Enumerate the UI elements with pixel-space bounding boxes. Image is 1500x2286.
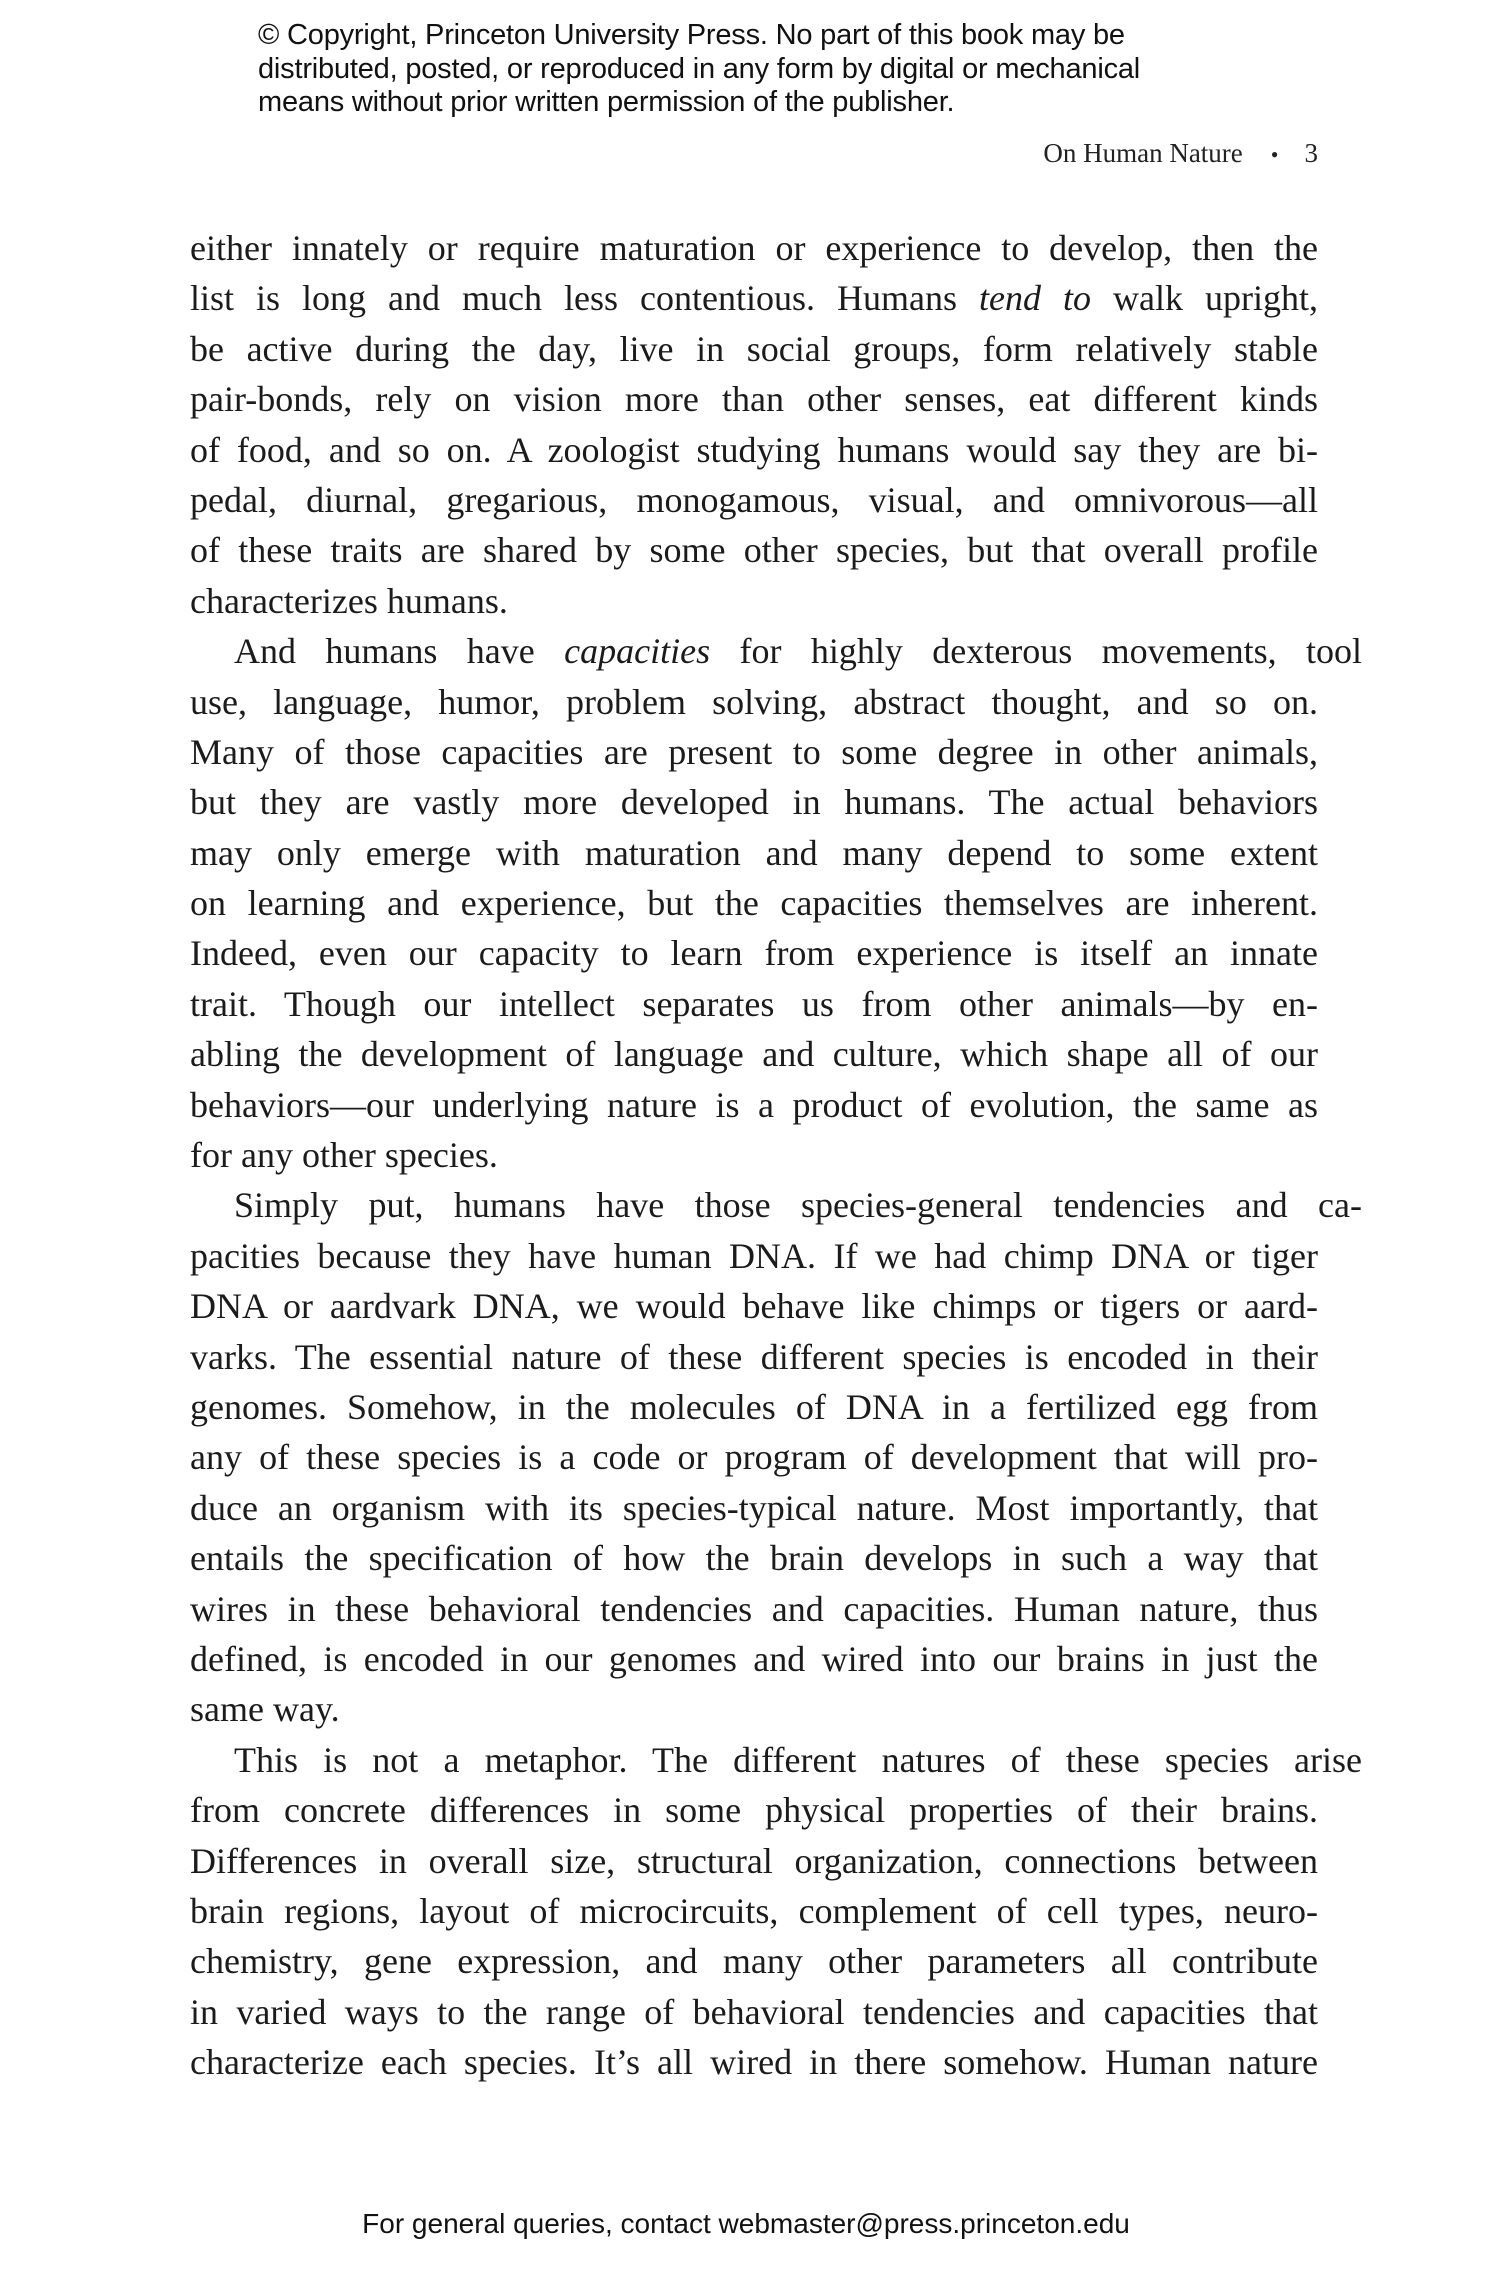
text-run: Simply put, humans have those species-general tendencies and ca- xyxy=(234,1185,1362,1226)
text-line xyxy=(190,677,1318,727)
copyright-notice xyxy=(258,19,1258,120)
text-run: use, language, humor, problem solving, abstract thought, and so on. xyxy=(190,681,1318,722)
text-run: any of these species is a code or program of development that will pro- xyxy=(190,1437,1318,1478)
text-line xyxy=(190,576,1318,626)
chapter-title: On Human Nature xyxy=(1043,138,1243,168)
text-line xyxy=(190,223,1318,273)
text-run: brain regions, layout of microcircuits, complement of cell types, neuro- xyxy=(190,1890,1318,1931)
text-run: behaviors—our underlying nature is a product of evolution, the same as xyxy=(190,1084,1318,1125)
text-run: entails the specification of how the brain develops in such a way that xyxy=(190,1538,1318,1579)
text-run: on learning and experience, but the capacities themselves are inherent. xyxy=(190,883,1318,924)
text-run: wires in these behavioral tendencies and capacities. Human nature, thus xyxy=(190,1588,1318,1629)
text-line xyxy=(190,1634,1318,1684)
text-run: defined, is encoded in our genomes and wired into our brains in just the xyxy=(190,1638,1318,1679)
text-line xyxy=(190,525,1318,575)
text-line xyxy=(190,1836,1318,1886)
text-line xyxy=(190,828,1318,878)
text-line xyxy=(190,425,1318,475)
text-line xyxy=(190,1080,1318,1130)
italic-emphasis: capacities xyxy=(564,631,711,672)
bullet-separator-icon: • xyxy=(1270,142,1279,167)
text-run: for any other species. xyxy=(190,1135,498,1176)
text-run: And humans have xyxy=(234,631,565,672)
text-run: of these traits are shared by some other species, but that overall profile xyxy=(190,530,1318,571)
text-run: from concrete differences in some physical properties of their brains. xyxy=(190,1790,1318,1831)
text-run: chemistry, gene expression, and many other parameters all contribute xyxy=(190,1941,1318,1982)
text-run: either innately or require maturation or experience to develop, then the xyxy=(190,228,1318,268)
paragraph xyxy=(190,626,1362,1180)
text-run: Differences in overall size, structural organization, connections between xyxy=(190,1840,1318,1881)
text-run: Indeed, even our capacity to learn from experience is itself an innate xyxy=(190,933,1318,974)
paragraph xyxy=(190,1735,1362,2088)
text-run: be active during the day, live in social groups, form relatively stable xyxy=(190,328,1318,369)
running-head xyxy=(1043,133,1318,175)
body-text xyxy=(190,223,1362,2087)
text-run: but they are vastly more developed in humans. The actual behaviors xyxy=(190,782,1318,823)
text-line xyxy=(190,1785,1318,1835)
text-line xyxy=(190,475,1318,525)
text-run: in varied ways to the range of behavioral tendencies and capacities that xyxy=(190,1991,1318,2032)
text-line xyxy=(190,878,1318,928)
text-line xyxy=(190,1483,1318,1533)
text-run: varks. The essential nature of these different species is encoded in their xyxy=(190,1336,1318,1377)
copyright-line: distributed, posted, or reproduced in any form by digital or mechanical xyxy=(258,52,1141,85)
text-line xyxy=(190,2037,1318,2087)
text-line xyxy=(190,1936,1318,1986)
text-line xyxy=(190,928,1318,978)
text-line xyxy=(190,1130,1318,1180)
text-run: This is not a metaphor. The different natures of these species arise xyxy=(234,1739,1362,1780)
text-run: trait. Though our intellect separates us from other animals—by en- xyxy=(190,983,1318,1024)
text-line xyxy=(190,1886,1318,1936)
text-line xyxy=(190,1029,1318,1079)
text-line xyxy=(190,1382,1318,1432)
page-number: 3 xyxy=(1304,138,1318,168)
text-run: characterizes humans. xyxy=(190,580,508,621)
paragraph xyxy=(190,1180,1362,1734)
text-run: may only emerge with maturation and many depend to some extent xyxy=(190,832,1318,873)
text-run: abling the development of language and culture, which shape all of our xyxy=(190,1034,1318,1075)
text-line xyxy=(190,777,1318,827)
text-line xyxy=(190,1281,1318,1331)
text-line xyxy=(190,1987,1318,2037)
copyright-line: © Copyright, Princeton University Press. No part of this book may be xyxy=(258,19,1125,51)
text-run: same way. xyxy=(190,1689,340,1730)
text-run: pair-bonds, rely on vision more than other senses, eat different kinds xyxy=(190,379,1318,420)
text-line xyxy=(190,1332,1318,1382)
text-line xyxy=(190,1231,1318,1281)
paragraph xyxy=(190,223,1318,626)
text-run: DNA or aardvark DNA, we would behave like chimps or tigers or aard- xyxy=(190,1286,1318,1327)
text-run: of food, and so on. A zoologist studying humans would say they are bi- xyxy=(190,429,1318,470)
text-run: pedal, diurnal, gregarious, monogamous, visual, and omnivorous—all xyxy=(190,479,1318,520)
text-run: characterize each species. It’s all wired in there somehow. Human nature xyxy=(190,2042,1318,2083)
text-line xyxy=(190,1684,1318,1734)
text-line xyxy=(190,1533,1318,1583)
text-line xyxy=(190,1584,1318,1634)
text-line xyxy=(190,1432,1318,1482)
text-line xyxy=(190,1735,1362,1785)
text-run: duce an organism with its species-typical nature. Most importantly, that xyxy=(190,1487,1318,1528)
text-run: Many of those capacities are present to some degree in other animals, xyxy=(190,731,1318,772)
text-line xyxy=(190,626,1362,676)
text-run: pacities because they have human DNA. If we had chimp DNA or tiger xyxy=(190,1235,1318,1276)
text-run: for highly dexterous movements, tool xyxy=(710,631,1362,672)
copyright-line: means without prior written permission of the publisher. xyxy=(258,86,955,118)
text-line xyxy=(190,324,1318,374)
text-line xyxy=(190,273,1318,323)
text-line xyxy=(190,727,1318,777)
text-run: list is long and much less contentious. Humans xyxy=(190,278,980,319)
text-line xyxy=(190,979,1318,1029)
text-line xyxy=(190,1180,1362,1230)
text-run: genomes. Somehow, in the molecules of DNA in a fertilized egg from xyxy=(190,1386,1318,1427)
italic-emphasis: tend to xyxy=(979,278,1092,319)
text-run: walk upright, xyxy=(1091,278,1319,319)
text-line xyxy=(190,374,1318,424)
footer-contact: For general queries, contact webmaster@press.princeton.edu xyxy=(362,2208,1130,2239)
